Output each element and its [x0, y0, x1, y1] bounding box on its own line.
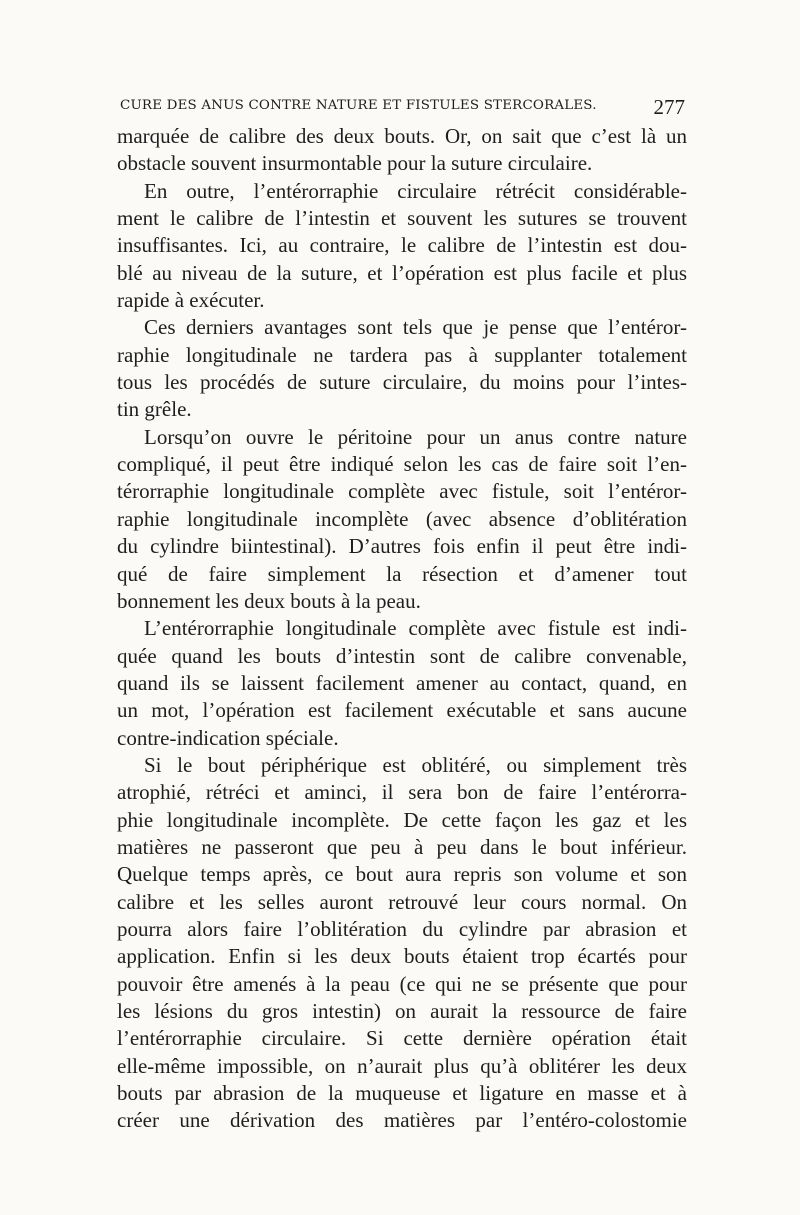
- text-line: blé au niveau de la suture, et l’opération est plus facile et plus: [117, 260, 687, 285]
- running-head: [120, 95, 685, 122]
- text-line: quand ils se laissent facilement amener au contact, quand, en: [117, 670, 687, 695]
- text-line: tin grêle.: [117, 397, 192, 422]
- text-line: contre-indication spéciale.: [117, 725, 339, 750]
- text-line: application. Enfin si les deux bouts étaient trop écartés pour: [117, 944, 687, 969]
- text-line: les lésions du gros intestin) on aurait la ressource de faire: [117, 999, 687, 1023]
- running-title: CURE DES ANUS CONTRE NATURE ET FISTULES STERCORALES.: [120, 98, 597, 113]
- text-line: l’entérorraphie circulaire. Si cette dernière opération était: [117, 1026, 687, 1051]
- text-line: raphie longitudinale incomplète (avec absence d’oblitération: [117, 506, 687, 531]
- text-line: atrophié, rétréci et aminci, il sera bon de faire l’entérorra-: [117, 780, 687, 805]
- text-line: L’entérorraphie longitudinale complète avec fistule est indi-: [144, 616, 687, 641]
- text-line: insuffisantes. Ici, au contraire, le calibre de l’intestin est dou-: [117, 233, 687, 258]
- text-line: Quelque temps après, ce bout aura repris son volume et son: [117, 862, 687, 887]
- text-line: rapide à exécuter.: [117, 288, 265, 313]
- text-line: qué de faire simplement la résection et d’amener tout: [117, 561, 687, 586]
- text-line: elle-même impossible, on n’aurait plus qu’à oblitérer les deux: [117, 1053, 687, 1078]
- text-line: marquée de calibre des deux bouts. Or, on sait que c’est là un: [117, 124, 687, 148]
- text-line: calibre et les selles auront retrouvé leur cours normal. On: [117, 889, 687, 914]
- text-line: pourra alors faire l’oblitération du cylindre par abrasion et: [117, 916, 687, 941]
- text-line: Lorsqu’on ouvre le péritoine pour un anus contre nature: [144, 424, 687, 449]
- text-line: quée quand les bouts d’intestin sont de calibre convenable,: [117, 643, 687, 668]
- text-line: ment le calibre de l’intestin et souvent les sutures se trouvent: [117, 206, 687, 231]
- text-line: térorraphie longitudinale complète avec fistule, soit l’entéror-: [117, 479, 687, 504]
- text-line: compliqué, il peut être indiqué selon les cas de faire soit l’en-: [117, 452, 687, 477]
- text-line: matières ne passeront que peu à peu dans le bout inférieur.: [117, 834, 687, 859]
- text-line: En outre, l’entérorraphie circulaire rétrécit considérable-: [144, 178, 687, 203]
- text-line: obstacle souvent insurmontable pour la suture circulaire.: [117, 151, 593, 176]
- text-line: bonnement les deux bouts à la peau.: [117, 588, 421, 613]
- text-line: tous les procédés de suture circulaire, du moins pour l’intes-: [117, 370, 687, 395]
- text-line: Si le bout périphérique est oblitéré, ou simplement très: [144, 752, 687, 777]
- text-line: bouts par abrasion de la muqueuse et ligature en masse et à: [117, 1081, 687, 1106]
- text-line: raphie longitudinale ne tardera pas à supplanter totalement: [117, 342, 687, 367]
- text-line: créer une dérivation des matières par l’entéro-colostomie: [117, 1108, 687, 1133]
- text-line: Ces derniers avantages sont tels que je pense que l’entéror-: [144, 315, 687, 340]
- text-line: du cylindre biintestinal). D’autres fois enfin il peut être indi-: [117, 534, 687, 559]
- body-text: [117, 123, 687, 1135]
- text-line: un mot, l’opération est facilement exécutable et sans aucune: [117, 698, 687, 723]
- text-line: pouvoir être amenés à la peau (ce qui ne se présente que pour: [117, 971, 687, 996]
- page-number: 277: [653, 95, 685, 119]
- text-line: phie longitudinale incomplète. De cette façon les gaz et les: [117, 807, 687, 832]
